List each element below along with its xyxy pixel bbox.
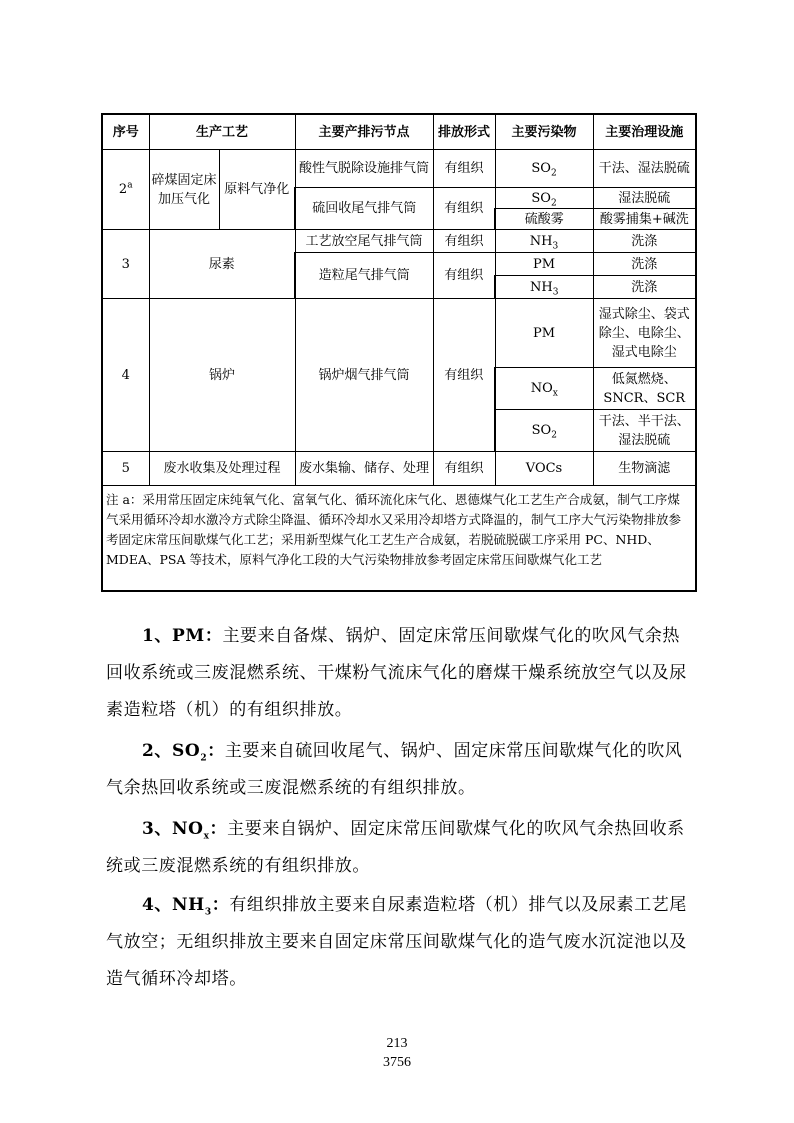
header-seq: 序号 [102,114,149,150]
page-number-local: 213 [386,1036,408,1051]
seq-cell: 2$^a$ [102,150,149,230]
process-cell: 锅炉 [149,299,295,452]
seq-cell: 4 [102,299,149,452]
pollutant-cell: VOCs [495,452,593,486]
seq-cell: 3 [102,230,149,299]
pollutant-cell: 硫酸雾 [495,209,593,230]
pollutant-cell: $SO_2$ [495,410,593,452]
process-cell: 废水收集及处理过程 [149,452,295,486]
table-row [102,230,696,253]
pollutant-cell: PM [495,253,593,276]
pollutant-cell: $NH_3$ [495,230,593,253]
paragraph-pm [106,618,694,729]
form-cell: 有组织 [433,452,495,486]
paragraph-lead: 2、$SO_2$： [142,741,225,764]
facility-cell: 湿法脱硫 [593,188,696,209]
facility-cell: 洗涤 [593,253,696,276]
paragraph-lead: 1、PM： [142,626,223,646]
node-cell: 酸性气脱除设施排气筒 [295,150,433,188]
page-number-global: 3756 [383,1055,411,1070]
header-process: 生产工艺 [149,114,295,150]
paragraph-body: 有组织排放主要来自尿素造粒塔（机）排气以及尿素工艺尾气放空；无组织排放主要来自固定床常压间歇煤气化的造气废水沉淀池以及造气循环冷却塔。 [106,895,687,989]
facility-cell: 洗涤 [593,230,696,253]
paragraph-so2 [106,733,694,807]
node-cell: 锅炉烟气排气筒 [295,299,433,452]
pollutant-cell: PM [495,299,593,368]
header-pollutant: 主要污染物 [495,114,593,150]
pollutant-cell: $SO_2$ [495,188,593,209]
facility-cell: 低氮燃烧、SNCR、SCR [593,368,696,410]
pollutant-cell: $SO_2$ [495,150,593,188]
node-cell: 造粒尾气排气筒 [295,253,433,299]
process-cell: 碎煤固定床加压气化 [149,150,219,230]
process-cell: 尿素 [149,230,295,299]
paragraph-body: 主要来自锅炉、固定床常压间歇煤气化的吹风气余热回收系统或三废混燃系统的有组织排放。 [106,819,685,876]
facility-cell: 洗涤 [593,276,696,299]
form-cell: 有组织 [433,253,495,299]
node-cell: 废水集输、储存、处理 [295,452,433,486]
facility-cell: 干法、半干法、湿法脱硫 [593,410,696,452]
node-cell: 硫回收尾气排气筒 [295,188,433,230]
facility-cell: 生物滴滤 [593,452,696,486]
facility-cell: 湿式除尘、袋式除尘、电除尘、湿式电除尘 [593,299,696,368]
table-row [102,452,696,486]
paragraph-lead: 3、$NO_x$： [142,819,228,842]
pollutant-cell: $NH_3$ [495,276,593,299]
table-row [102,150,696,188]
table-note-row [102,486,696,592]
paragraph-nh3 [106,887,694,998]
paragraph-body: 主要来自硫回收尾气、锅炉、固定床常压间歇煤气化的吹风气余热回收系统或三废混燃系统的有组织排放。 [106,741,683,798]
table-row [102,299,696,368]
table-header-row [102,114,696,150]
form-cell: 有组织 [433,230,495,253]
facility-cell: 酸雾捕集+碱洗 [593,209,696,230]
process-sub-cell: 原料气净化 [219,150,295,230]
form-cell: 有组织 [433,299,495,452]
form-cell: 有组织 [433,188,495,230]
form-cell: 有组织 [433,150,495,188]
paragraph-body: 主要来自备煤、锅炉、固定床常压间歇煤气化的吹风气余热回收系统或三废混燃系统、干煤粉气流床气化的磨煤干燥系统放空气以及尿素造粒塔（机）的有组织排放。 [106,626,687,720]
emission-table [101,113,697,592]
paragraph-nox [106,811,694,885]
seq-cell: 5 [102,452,149,486]
paragraph-lead: 4、$NH_3$： [142,895,230,918]
table-note: 注 a：采用常压固定床纯氧气化、富氧气化、循环流化床气化、恩德煤气化工艺生产合成氨，制气工序煤气采用循环冷却水激冷方式除尘降温、循环冷却水又采用冷却塔方式降温的，制气工序大气污染物排放参考固定床常压间歇煤气化工艺；采用新型煤气化工艺生产合成氨，若脱硫脱碳工序采用 PC、NHD、MDEA、PSA 等技术，原料气净化工段的大气污染物排放参考固定床常压间歇煤气化工艺 [102,486,696,592]
facility-cell: 干法、湿法脱硫 [593,150,696,188]
header-node: 主要产排污节点 [295,114,433,150]
node-cell: 工艺放空尾气排气筒 [295,230,433,253]
pollutant-cell: $NO_x$ [495,368,593,410]
header-form: 排放形式 [433,114,495,150]
header-facility: 主要治理设施 [593,114,696,150]
